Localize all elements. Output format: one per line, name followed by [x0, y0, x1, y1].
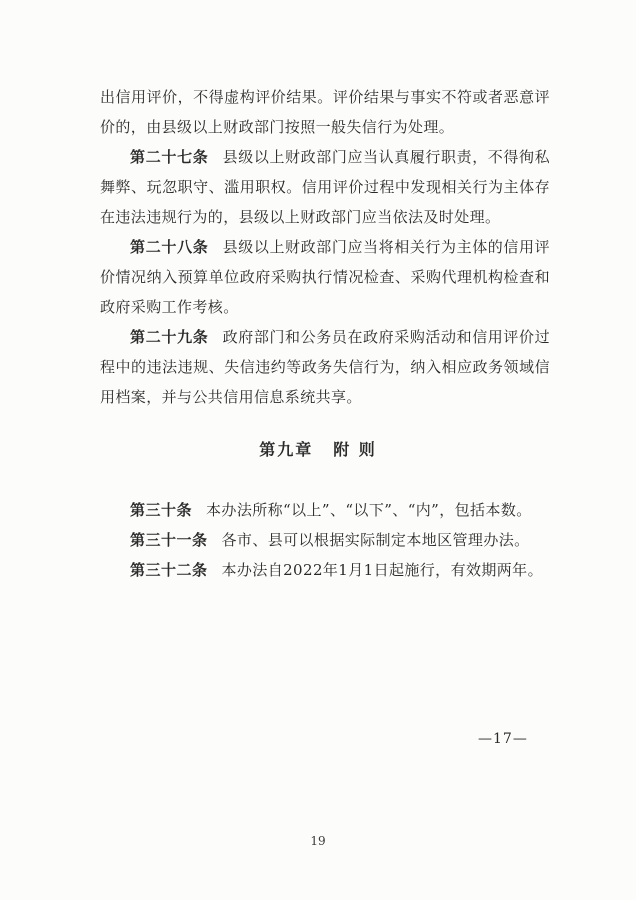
inner-page-number: —17— — [478, 731, 528, 747]
article-text: 县级以上财政部门应当将相关行为主体的信用评价情况纳入预算单位政府采购执行情况检查、采购代理机构检查和政府采购工作考核。 — [100, 238, 550, 316]
article-number: 第二十七条 — [130, 148, 209, 166]
article-32 — [100, 555, 550, 585]
chapter-heading — [0, 437, 636, 460]
article-number: 第二十九条 — [130, 328, 209, 346]
article-number: 第三十二条 — [130, 561, 208, 579]
article-text: 县级以上财政部门应当认真履行职责，不得徇私舞弊、玩忽职守、滥用职权。信用评价过程中发现相关行为主体存在违法违规行为的，县级以上财政部门应当依法及时处理。 — [100, 148, 550, 226]
article-text: 本办法自2022年1月1日起施行，有效期两年。 — [221, 561, 543, 579]
paragraph-text: 出信用评价，不得虚构评价结果。评价结果与事实不符或者恶意评价的，由县级以上财政部门按照一般失信行为处理。 — [100, 88, 550, 136]
chapter-number: 第九章 — [259, 440, 314, 459]
article-text: 政府部门和公务员在政府采购活动和信用评价过程中的违法违规、失信违约等政务失信行为，纳入相应政务领域信用档案，并与公共信用信息系统共享。 — [100, 328, 550, 406]
outer-page-number: 19 — [310, 834, 326, 848]
article-31 — [100, 525, 550, 555]
paragraph-continuation — [100, 82, 550, 142]
article-29 — [100, 322, 550, 412]
article-text: 各市、县可以根据实际制定本地区管理办法。 — [221, 531, 530, 549]
article-28 — [100, 232, 550, 322]
article-30 — [100, 495, 550, 525]
lower-articles — [100, 495, 550, 585]
article-number: 第三十条 — [130, 501, 193, 519]
article-text: 本办法所称“以上”、“以下”、“内”，包括本数。 — [206, 501, 532, 519]
upper-articles — [100, 82, 550, 412]
article-27 — [100, 142, 550, 232]
article-number: 第三十一条 — [130, 531, 208, 549]
article-number: 第二十八条 — [130, 238, 209, 256]
chapter-title: 附 则 — [333, 440, 377, 459]
